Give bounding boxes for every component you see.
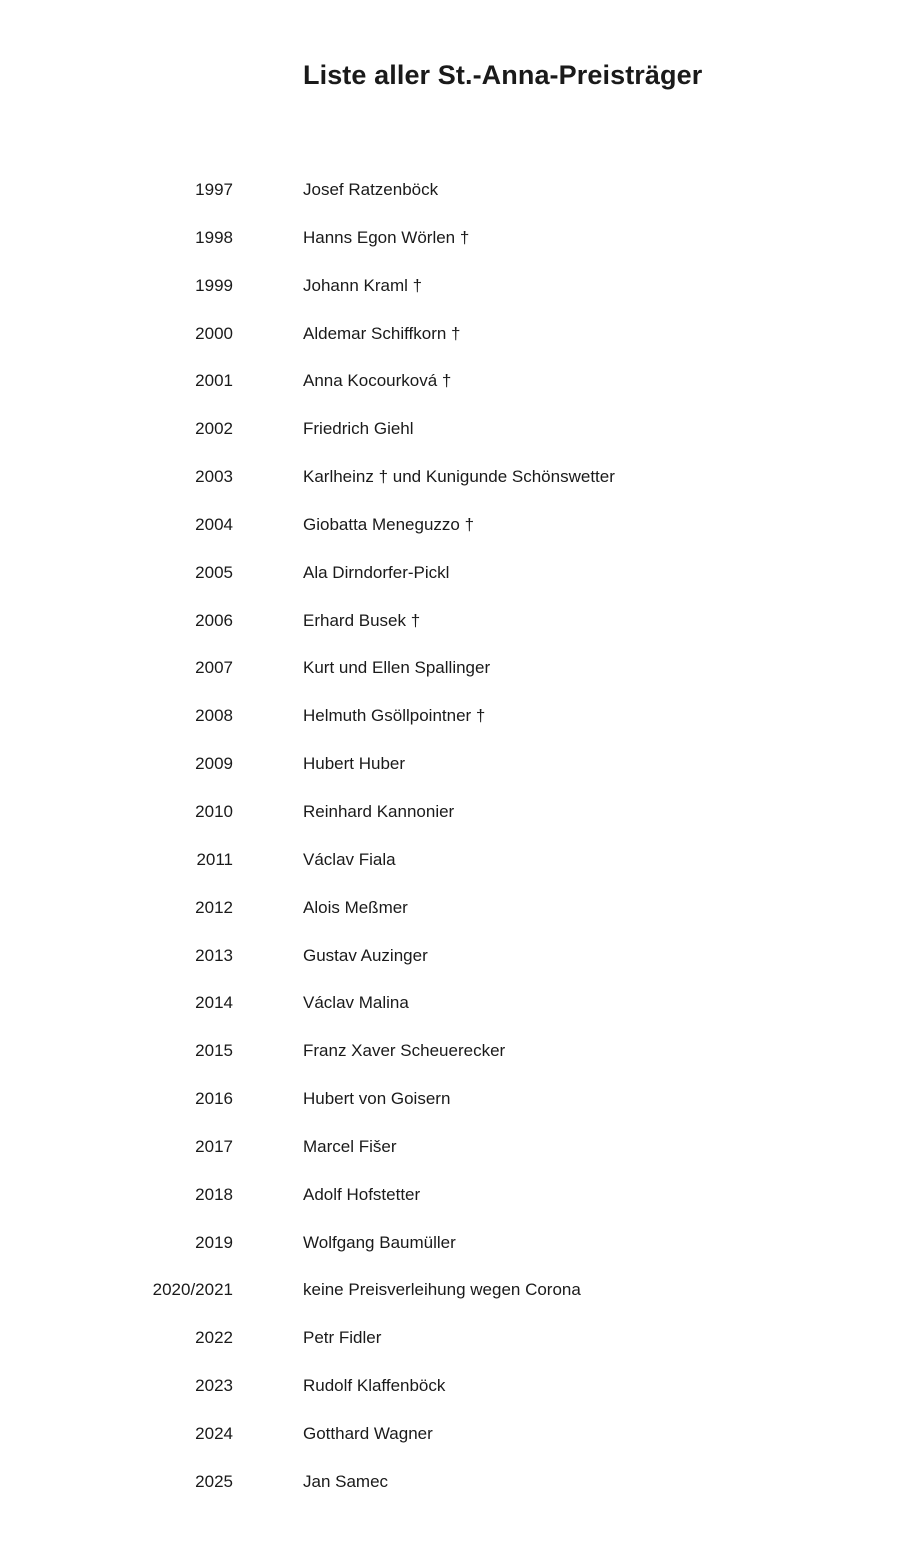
laureate-name: keine Preisverleihung wegen Corona (303, 1280, 581, 1300)
laureate-name: Gustav Auzinger (303, 945, 428, 965)
award-year: 2015 (195, 1041, 233, 1061)
list-item (0, 799, 915, 847)
laureate-name: Ala Dirndorfer-Pickl (303, 562, 450, 582)
award-year: 2023 (195, 1376, 233, 1396)
list-item (0, 703, 915, 751)
laureate-name: Reinhard Kannonier (303, 801, 455, 821)
list-item (0, 1134, 915, 1182)
laureate-name: Petr Fidler (303, 1328, 382, 1348)
laureate-name: Johann Kraml † (303, 275, 423, 295)
list-item (0, 847, 915, 895)
list-item (0, 655, 915, 703)
award-year: 2010 (195, 801, 233, 821)
list-item (0, 1325, 915, 1373)
list-item (0, 1421, 915, 1469)
list-item (0, 608, 915, 656)
award-year: 2012 (195, 897, 233, 917)
list-item (0, 321, 915, 369)
laureate-name: Hubert Huber (303, 754, 406, 774)
laureate-name: Erhard Busek † (303, 610, 421, 630)
award-year: 2002 (195, 419, 233, 439)
award-year: 2000 (195, 323, 233, 343)
list-item (0, 1230, 915, 1278)
award-year: 2019 (195, 1232, 233, 1252)
list-item (0, 990, 915, 1038)
page-title: Liste aller St.-Anna-Preisträger (303, 60, 703, 90)
laureate-name: Josef Ratzenböck (303, 180, 439, 199)
list-item (0, 1038, 915, 1086)
list-item (0, 177, 915, 225)
list-item (0, 368, 915, 416)
award-year: 2006 (195, 610, 233, 630)
laureate-name: Friedrich Giehl (303, 419, 414, 439)
award-year: 2014 (195, 993, 233, 1013)
award-year: 2007 (195, 658, 233, 678)
laureate-name: Aldemar Schiffkorn † (303, 323, 461, 343)
laureate-name: Václav Malina (303, 993, 409, 1013)
laureate-name: Václav Fiala (303, 849, 396, 869)
laureate-name: Hubert von Goisern (303, 1089, 451, 1109)
award-year: 2013 (195, 945, 233, 965)
award-year: 2008 (195, 706, 233, 726)
laureate-name: Karlheinz † und Kunigunde Schönswetter (303, 467, 615, 487)
award-year: 2001 (195, 371, 233, 391)
list-item (0, 1277, 915, 1325)
laureate-name: Marcel Fišer (303, 1136, 397, 1156)
laureate-name: Gotthard Wagner (303, 1423, 433, 1443)
laureate-name: Franz Xaver Scheuerecker (303, 1041, 506, 1061)
award-year: 1998 (195, 227, 233, 247)
award-year: 2005 (195, 562, 233, 582)
laureate-name: Jan Samec (303, 1471, 389, 1491)
list-item (0, 416, 915, 464)
list-item (0, 464, 915, 512)
list-item (0, 1469, 915, 1517)
award-year: 2011 (196, 849, 233, 869)
laureate-name: Anna Kocourková † (303, 371, 452, 391)
award-year: 2003 (195, 467, 233, 487)
list-item (0, 895, 915, 943)
laureate-name: Kurt und Ellen Spallinger (303, 658, 491, 678)
laureate-name: Hanns Egon Wörlen † (303, 227, 470, 247)
list-item (0, 1373, 915, 1421)
award-year: 1999 (195, 275, 233, 295)
award-year: 2004 (195, 514, 233, 534)
award-year: 2016 (195, 1089, 233, 1109)
award-year: 2024 (195, 1423, 233, 1443)
list-item (0, 273, 915, 321)
list-item (0, 225, 915, 273)
list-item (0, 560, 915, 608)
award-year: 2020/2021 (152, 1280, 233, 1300)
award-year: 2022 (195, 1328, 233, 1348)
laureate-name: Adolf Hofstetter (303, 1184, 421, 1204)
laureate-name: Wolfgang Baumüller (303, 1232, 456, 1252)
laureate-name: Giobatta Meneguzzo † (303, 514, 475, 534)
award-year: 2009 (195, 754, 233, 774)
award-year: 1997 (195, 180, 233, 199)
list-item (0, 512, 915, 560)
award-year: 2025 (195, 1471, 233, 1491)
laureate-name: Rudolf Klaffenböck (303, 1376, 446, 1396)
laureate-list (0, 177, 915, 1517)
list-item (0, 1086, 915, 1134)
list-item (0, 943, 915, 991)
award-year: 2017 (195, 1136, 233, 1156)
list-item (0, 1182, 915, 1230)
laureate-name: Helmuth Gsöllpointner † (303, 706, 486, 726)
award-year: 2018 (195, 1184, 233, 1204)
list-item (0, 751, 915, 799)
laureate-name: Alois Meßmer (303, 897, 408, 917)
